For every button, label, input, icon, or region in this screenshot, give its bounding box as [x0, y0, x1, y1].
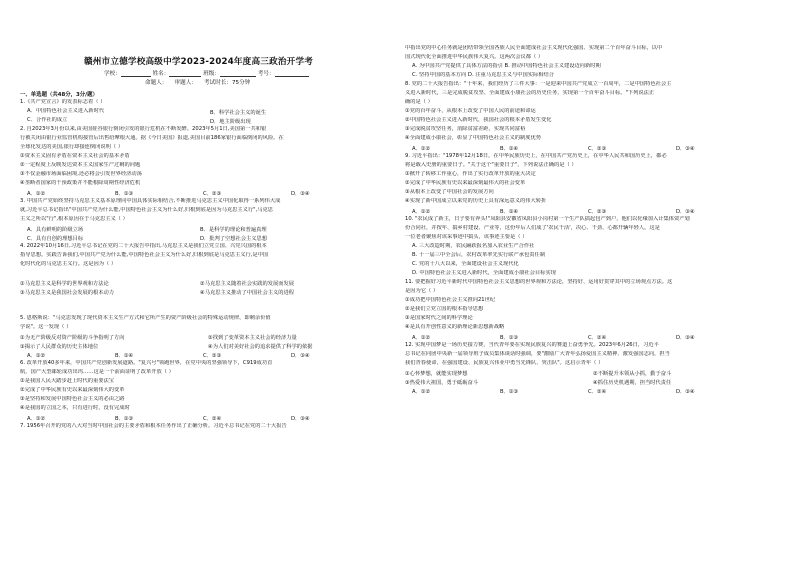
question-line: 7. 1956年召开的党的八大对当时中国社会的主要矛盾和根本任务作出了正确分析。习近平总书记在党的二十大报告 — [20, 423, 287, 429]
question-line: 12. 实现中国梦是一场历史接力赛，当代青年要在实现民族复兴的赛道上奋勇争先。2023年6月26日，习近平 — [405, 342, 659, 348]
section-heading: 一、单选题（共48分，3分/题） — [20, 92, 98, 98]
question-line: ③是坚持和发展中国特色社会主义的必由之路 — [20, 396, 125, 402]
exam-meta-row — [145, 78, 250, 86]
answer-option[interactable]: ④为人们对美好社会的追求提供了科学的依据 — [208, 344, 313, 350]
answer-option[interactable]: D．批判了空想社会主义思想 — [200, 236, 268, 242]
answer-option[interactable]: C．②④ — [588, 335, 607, 341]
question-line: ④是我国的立国之本，只有进行时，没有完成时 — [20, 405, 130, 411]
question-line: ④实现了新中国成立以来党的历史上具有深远意义的伟大转折 — [405, 198, 547, 204]
question-line: 8. 党的二十大报告指出："十年来，我们经历了三件大事：一是迎来中国共产党成立一百周年，二是中国特色社会主 — [405, 81, 672, 87]
answer-option[interactable]: A．①② — [412, 209, 431, 215]
answer-option[interactable]: D．③④ — [291, 416, 310, 422]
reviewer-label: 审题人： — [174, 80, 197, 86]
question-line: A. 为中国共产党提供了具体方法的指引 B. 推动中国特色社会主义建设迈向新时期 — [412, 63, 601, 69]
answer-option[interactable]: D．③④ — [676, 389, 695, 395]
question-line: ①党的百年奋斗，从根本上改变了中国人民的前途和命运 — [405, 108, 536, 114]
answer-option[interactable]: A．①② — [412, 146, 431, 152]
question-line: ④是具有开创性意义的新理论新思想新战略 — [405, 324, 505, 330]
question-line: ②是我们立党立国的根本指导思想 — [405, 306, 484, 312]
question-line: ④垄断者国家的干预政策并不能根除周期性经济危机 — [20, 180, 141, 186]
answer-option[interactable]: D．③④ — [676, 209, 695, 215]
question-line: ②一定程度上反映发达资本主义国家生产过剩的问题 — [20, 162, 141, 168]
question-line: 是因为它（ ） — [405, 288, 439, 294]
answer-option[interactable]: C．②③ — [203, 191, 222, 197]
answer-option[interactable]: A．具有鲜明的阶级立场 — [27, 227, 84, 233]
question-line: A．中国特色社会主义进入新时代 — [27, 108, 105, 114]
question-line: ①资本主义固有矛盾在资本主义社会的基本矛盾 — [20, 153, 130, 159]
question-line: 9. 习近平指出："1978年12月18日，在中华民族历史上，在中国共产党历史上，在中华人民共和国历史上，都必 — [405, 153, 667, 159]
setter-label: 命题人： — [145, 80, 168, 86]
question-line: 份合同社，并按年、搞乡村建设、产业等，这份年后人们成了'农民干活'，决心、干劲、心都开辆年轻人。这是 — [405, 225, 660, 231]
answer-option[interactable]: ②马克思主义随着社会实践的发展而发展 — [200, 281, 294, 287]
answer-option[interactable]: D．地主阶级出现 — [210, 119, 251, 125]
answer-option[interactable]: ②不断提升本领从小抓，勤于奋斗 — [593, 371, 672, 377]
question-line: ②中国特色社会主义进入新时代，我国社会的根本矛盾发生变化 — [405, 117, 552, 123]
exam-title: 赣州市立德学校高级中学2023-2024年度高三政治开学考 — [83, 57, 314, 67]
exam-no-blank[interactable] — [275, 70, 309, 77]
question-line: ②完成了中华民族有史以来最深刻伟大的变革 — [20, 387, 125, 393]
answer-option[interactable]: B．①④ — [115, 353, 134, 359]
question-line: 6. 改革开放40多年来，中国共产党创新发展道路。"复兴号"领跑世界，在党中央的坚强领导下，C919成功首 — [20, 360, 273, 366]
answer-option[interactable]: ①为无产阶级反对资产阶级的斗争指明了方向 — [20, 335, 125, 341]
answer-option[interactable]: ②找到了变革资本主义社会的经济力量 — [208, 335, 297, 341]
question-line: 行被关闭由银行业监管机构接管后出售给摩根大通。据《今日美国》报道,美国目前186家银行面临倒闭的风险。在 — [20, 135, 284, 141]
question-line: 4. 2022年10月16日,习近平总书记在党的二十大报告中指出,马克思主义是我们立党立国、兴党兴国的根本 — [20, 243, 267, 249]
answer-option[interactable]: A．①② — [412, 389, 431, 395]
answer-option[interactable]: D．③④ — [676, 335, 695, 341]
answer-option[interactable]: ①马克思主义是科学的世界观和方法论 — [20, 281, 109, 287]
answer-option[interactable]: B．①④ — [500, 209, 519, 215]
question-line: 1.《共产党宣言》的发表标志着（ ） — [20, 99, 106, 105]
question-line: 我们青春使命，在强国建设、民族复兴伟业中勇当先锋队、突击队"。这启示青年（ ） — [405, 360, 604, 366]
answer-option[interactable]: B．科学社会主义的诞生 — [210, 110, 267, 116]
question-line: ①成功把中国特色社会主义推向21世纪 — [405, 297, 496, 303]
answer-option[interactable]: B．①③ — [115, 191, 134, 197]
question-line: A. 三大改造时期，农民踊跃报名加入农业生产合作社 — [412, 243, 535, 249]
question-line: 中指出党的中心任务就是团结带领全国各族人民全面建成社会主义现代化强国、实现第二个百年奋斗目标，以中 — [405, 45, 663, 51]
answer-option[interactable]: B．①③ — [500, 335, 519, 341]
question-line: 就,习近平总书记指出"中国共产党为什么能,中国特色社会主义为什么好,归根到底是因为马克思主义行",马克思 — [20, 207, 274, 213]
answer-option[interactable]: ④马克思主义推动了中国社会主义的进程 — [200, 290, 294, 296]
answer-option[interactable]: ③马克思主义是我国社会发展的根本动力 — [20, 290, 114, 296]
question-line: 指导思想。实践告诉我们,中国共产党为什么能,中国特色社会主义为什么好,归根到底是马克思主义行,是中国 — [20, 252, 269, 258]
question-line: C．合作社的成立 — [27, 117, 68, 123]
answer-option[interactable]: C．②④ — [203, 416, 222, 422]
answer-option[interactable]: B．①③ — [500, 389, 519, 395]
class-blank[interactable] — [220, 70, 256, 77]
question-line: 10. "农民成了新主，日子要有奔头!"凤阳县安徽省凤阳县小岗村第一个生产队搞起包产到户，他们以化缘加入计集体资产划 — [405, 216, 690, 222]
question-line: 义进入新时代，三是完成脱贫攻坚、全面建成小康社会的历史任务，实现第一个百年奋斗目标。"下列说法正 — [405, 90, 655, 96]
answer-option[interactable]: C．具有自创的理想目标 — [27, 236, 84, 242]
question-line: ①是我国人民大踏步赶上时代的重要法宝 — [20, 378, 114, 384]
answer-option[interactable]: A．①② — [412, 335, 431, 341]
answer-option[interactable]: D．③④ — [676, 146, 695, 152]
question-line: 一位老者聚焦对该采事迹中搞头，该事迹主要是（ ） — [405, 234, 528, 240]
question-line: ③不仅金融市场面临困境,还必将会引发世界经济动荡 — [20, 171, 142, 177]
answer-option[interactable]: B．是科学的理论和普遍真理 — [200, 227, 267, 233]
question-line: ③完成脱贫攻坚任务，消除贫富差距，实现共同富裕 — [405, 126, 526, 132]
question-line: ④全面建成小康社会，彰显了中国特色社会主义的制度优势 — [405, 135, 541, 141]
school-blank[interactable] — [121, 70, 151, 77]
answer-option[interactable]: ③揭示了人民群众的历史主体地位 — [20, 344, 99, 350]
question-line: ③从根本上改变了中国社会的发展方向 — [405, 189, 494, 195]
question-line: D. 中国特色社会主义进入新时代，全面建成小康社会目标实现 — [412, 270, 556, 276]
question-line: 2. 自2023年3月份以来,由美国硅谷银行倒闭引发的银行危机在不断发酵。2023年5月1日,美国第一共和银 — [20, 126, 267, 132]
question-line: 全球化发达的美国,银行却接连倒闭说明（ ） — [20, 144, 124, 150]
exam-duration: 考试时长：75分钟 — [204, 80, 251, 86]
name-label: 姓名： — [152, 71, 170, 77]
answer-option[interactable]: ①心怀梦想，就能实现梦想 — [405, 371, 468, 377]
answer-option[interactable]: B．①④ — [500, 146, 519, 152]
question-line: B. 十一届三中全会后，农村改革率先实行联产承包责任制 — [412, 252, 545, 258]
school-label: 学校： — [104, 71, 121, 77]
answer-option[interactable]: C．②③ — [203, 353, 222, 359]
question-line: 将是载入史册的重要日子。"关于这个"重要日子"，下列说法正确的是（ ） — [405, 162, 577, 168]
question-line: 主义之所以"行",根本原因在于马克思主义（ ） — [20, 216, 128, 222]
answer-option[interactable]: C．②④ — [588, 389, 607, 395]
question-line: 确的是（ ） — [405, 99, 433, 105]
answer-option[interactable]: C．②③ — [588, 209, 607, 215]
question-line: C. 坚持中国的基本方向 D. 注重马克思主义与中国实际相结合 — [412, 72, 555, 78]
question-line: 学说"。这一发现（ ） — [20, 324, 72, 330]
answer-option[interactable]: D．③④ — [291, 191, 310, 197]
class-label: 班级： — [203, 71, 220, 77]
student-info-row — [104, 69, 309, 77]
question-line: 11. 要把握好习近平新时代中国特色社会主义思想的世界观和方法论，坚持好、运用好贯穿其中的立场观点方法。这 — [405, 279, 673, 285]
question-line: 国式现代化全面推进中华民族伟大复兴。这两次会议都（ ） — [405, 54, 544, 60]
name-blank[interactable] — [169, 70, 201, 77]
question-line: 总书记在同团中央新一届领导班子成员集体谈话时强调，要"激励广大青年弘扬爱国主义精神、激发强国志向，担当 — [405, 351, 670, 357]
question-line: 3. 中国共产党始终坚持马克思主义基本原理同中国具体实际相结合,不断推进马克思主义中国化取得一系列伟大成 — [20, 198, 281, 204]
question-line: ②完成了中华民族有史以来最深刻最伟大的社会变革 — [405, 180, 526, 186]
question-line: 化时代化的马克思主义行。这是因为（ ） — [20, 261, 117, 267]
exam-no-label: 考号： — [257, 71, 275, 77]
question-line: C. 党的十八大以来，全面建设社会主义现代化 — [412, 261, 519, 267]
answer-option[interactable]: A．①② — [27, 353, 46, 359]
answer-option[interactable]: D．③④ — [291, 353, 310, 359]
answer-option[interactable]: A．①② — [27, 191, 46, 197]
answer-option[interactable]: C．②③ — [588, 146, 607, 152]
answer-option[interactable]: B．①③ — [115, 416, 134, 422]
question-line: 航，国产大型邮轮成功出坞……这是一个前面证明了改革开放（ ） — [20, 369, 174, 375]
question-line: ①掀开了转移工作重心，作出了实行改革开放的重大决定 — [405, 171, 536, 177]
question-line: ③是国家时代之间的科学理论 — [405, 315, 473, 321]
question-line: 5. 恩格斯说："马克思发现了现代资本主义生产方式和它所产生的资产阶级社会的特殊运动规律，即剩余价值 — [20, 315, 271, 321]
answer-option[interactable]: ④抓住历史机遇期，担当时代责任 — [593, 380, 672, 386]
answer-option[interactable]: A．①② — [27, 416, 46, 422]
answer-option[interactable]: ③热爱伟大祖国，勇于砥砺奋斗 — [405, 380, 478, 386]
